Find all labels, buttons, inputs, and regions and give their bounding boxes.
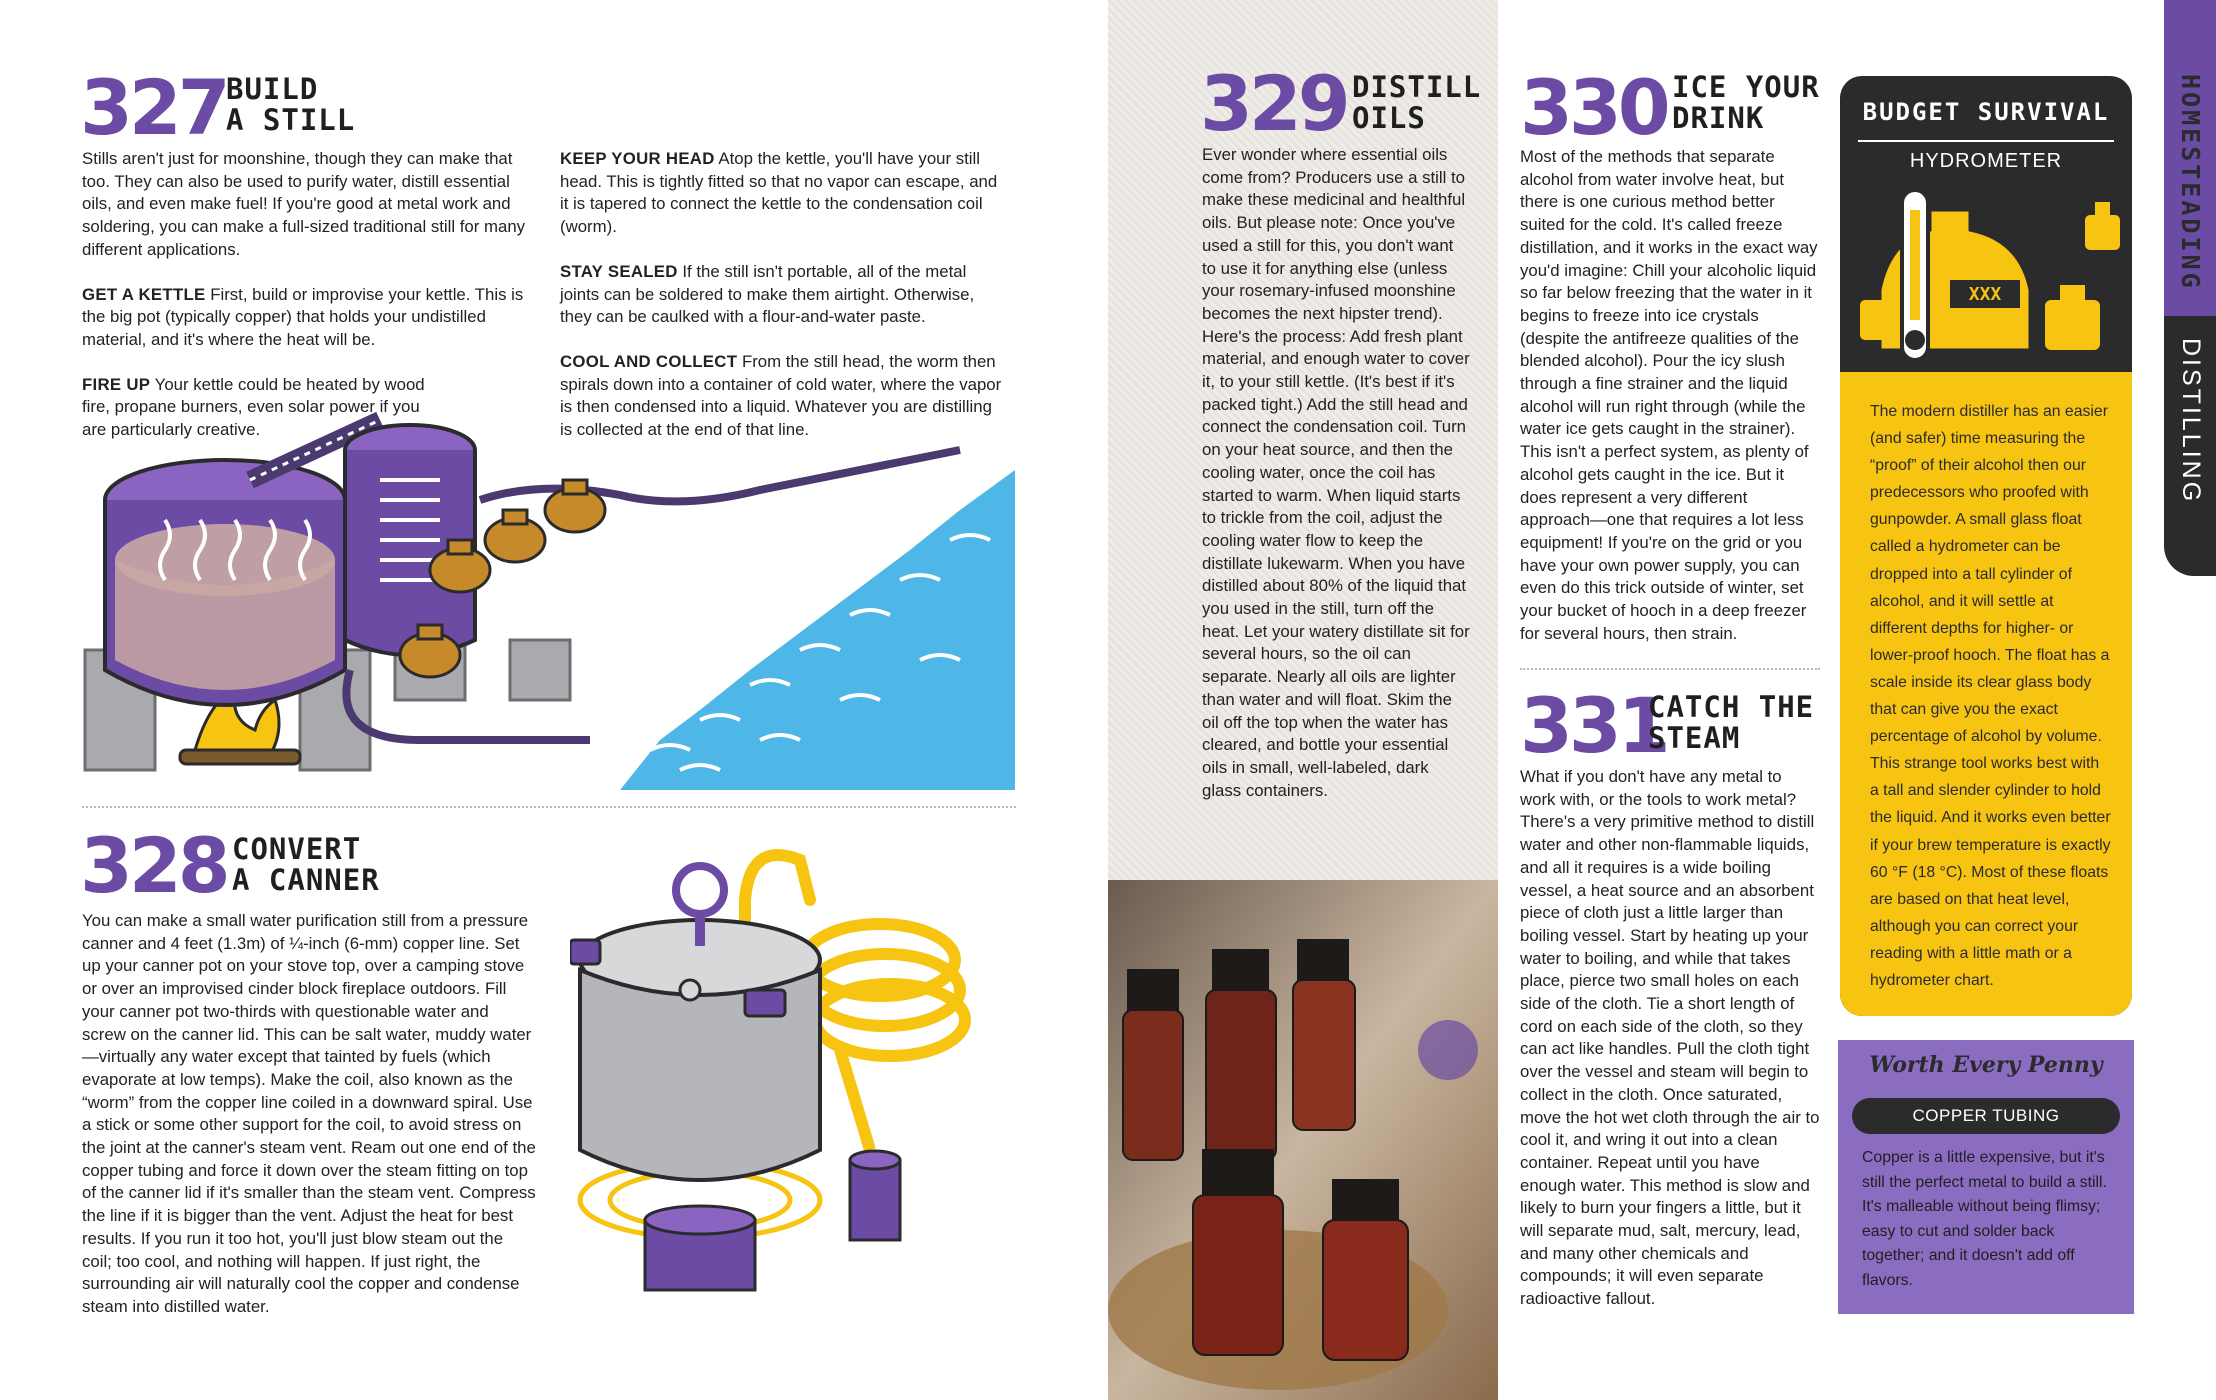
section-331-title-line2: STEAM: [1648, 721, 1741, 755]
section-328-number: 328: [80, 821, 227, 910]
section-331-title-line1: CATCH THE: [1648, 690, 1815, 724]
section-329-title: [1352, 72, 1481, 134]
section-328-title-line1: CONVERT: [232, 832, 362, 866]
sealed-text: If the still isn't portable, all of the metal joints can be soldered to make them airtight. Otherwise, they can be caulked with a flour-and-water paste.: [560, 261, 975, 327]
budget-survival-title: BUDGET SURVIVAL: [1862, 98, 2110, 126]
tab-distilling-label: DISTILLING: [2177, 338, 2205, 505]
tab-homesteading[interactable]: [2164, 0, 2216, 316]
section-329-number: 329: [1200, 59, 1347, 148]
cool-text: From the still head, the worm then spirals down into a container of cold water, where the vapor is then condensed into a liquid. Whatever you are distilling is collected at the end of that line.: [560, 351, 1002, 440]
tab-homesteading-label: HOMESTEADING: [2176, 74, 2205, 291]
canner-illustration: [570, 840, 990, 1300]
hydrometer-icon: [1850, 190, 2122, 370]
budget-survival-text: The modern distiller has an easier (and safer) time measuring the “proof” of their alcohol then our predecessors who proofed with gunpowder. A small glass float called a hydrometer can be dropped into a tall cylinder of alcohol, and it will settle at different depths for higher- or lower-proof hooch. The float has a scale inside its clear glass body that can give you the exact percentage of alcohol by volume. This strange tool works best with a tall and slender cylinder to hold the liquid. And it works even better if your brew temperature is exactly 60 °F (18 °C). Most of these floats are based on that heat level, although you can correct your reading with a little math or a hydrometer chart.: [1870, 403, 2111, 989]
section-329-title-line2: OILS: [1352, 101, 1426, 135]
still-illustration: [60, 410, 1020, 790]
copper-tubing-label: COPPER TUBING: [1912, 1106, 2060, 1125]
section-327-sealed: [560, 261, 1005, 329]
section-329-title-line1: DISTILL: [1352, 70, 1482, 104]
section-328-text: You can make a small water purification still from a pressure canner and 4 feet (1.3m) of ¼-inch (6-mm) copper line. Set up your canner pot on your stove top, over a camping stove or over an improvised cinder block fireplace outdoors. Fill your canner pot two-thirds with questionable water and screw on the canner lid. This can be salt water, muddy water—virtually any water except that tainted by fuels (which evaporate at low temps). Make the coil, also known as the “worm” from the copper line coiled in a downward spiral. Use a stick or some other support for the coil, to avoid stress on the joint at the canner's steam vent. Ream out one end of the copper tubing and force it down over the steam fitting on top of the canner lid if it's smaller than the steam vent. Compress the line if it is bigger than the vent. Adjust the heat for best results. If you run it too hot, you'll just blow steam out the coil; too cool, and nothing will happen. If just right, the surrounding air will naturally cool the copper and condense steam into distilled water.: [82, 911, 536, 1316]
section-327-head: [560, 148, 1005, 239]
section-327-number: 327: [80, 63, 227, 152]
jar-label: XXX: [1968, 284, 2002, 305]
section-328-title: [232, 834, 380, 896]
section-327-intro: Stills aren't just for moonshine, though they can make that too. They can also be used to purify water, distill essential oils, and even make fuel! If you're good at metal work and soldering, you can make a full-sized traditional still for many different applications.: [82, 149, 526, 259]
section-330-divider: [1520, 668, 1820, 670]
kettle-lead: GET A KETTLE: [82, 284, 206, 304]
section-327-title-line1: BUILD: [226, 72, 319, 106]
worth-every-penny-text: Copper is a little expensive, but it's still the perfect metal to build a still. It's malleable without being flimsy; easy to cut and solder back together; and it doesn't add off flavors.: [1862, 1149, 2107, 1289]
essential-oils-photo: [1108, 880, 1498, 1400]
worth-every-penny-title: Worth Every Penny: [1869, 1052, 2103, 1078]
cool-lead: COOL AND COLLECT: [560, 351, 738, 371]
section-330-title-line1: ICE YOUR: [1672, 70, 1820, 104]
head-text: Atop the kettle, you'll have your still head. This is tightly fitted so that no vapor can escape, and it is tapered to connect the kettle to the condensation coil (worm).: [560, 149, 998, 237]
section-331-title: [1648, 692, 1814, 754]
budget-survival-rule: [1858, 140, 2114, 142]
section-328-title-line2: A CANNER: [232, 863, 380, 897]
section-327-title-line2: A STILL: [226, 103, 356, 137]
section-330-title: [1672, 72, 1820, 134]
section-331-text: What if you don't have any metal to work with, or the tools to work metal? There's a very primitive method to distill water and other non-flammable liquids, and all it requires is a wide boiling vessel, a heat source and an absorbent piece of cloth just a little larger than boiling vessel. Start by heating up your water to boiling, and while that takes place, pierce two small holes on each side of the cloth. Tie a short length of cord on each side of the cloth, so they can act like handles. Pull the cloth tight over the vessel and steam will begin to collect in the cloth. Once saturated, move the hot wet cloth through the air to cool it, and wring it out into a clean container. Repeat until you have enough water. This method is slow and likely to burn your fingers a little, but it will separate mud, salt, mercury, lead, and many other chemicals and compounds; it will even separate radioactive fallout.: [1520, 767, 1820, 1309]
kettle-text: First, build or improvise your kettle. This is the big pot (typically copper) that holds your undistilled material, and it's where the heat will be.: [82, 284, 524, 349]
tab-distilling[interactable]: [2164, 316, 2216, 576]
section-330-text: Most of the methods that separate alcohol from water involve heat, but there is one curious method better suited for the cold. It's called freeze distillation, and it works in the exact way you'd imagine: Chill your alcoholic liquid so far below freezing that the water in it begins to freeze into ice crystals (despite the antifreeze qualities of the blended alcohol). Pour the icy slush through a fine strainer and the liquid alcohol will run right through (while the water ice gets caught in the strainer). This isn't a perfect system, as plenty of alcohol gets caught in the ice. But it does represent a very different approach—one that requires a lot less equipment! If you're on the grid or you have your own power supply, you can even do this trick outside of winter, set your bucket of hooch in a deep freezer for several hours, then strain.: [1520, 147, 1818, 643]
section-327-kettle: [82, 284, 537, 352]
head-lead: KEEP YOUR HEAD: [560, 149, 715, 168]
section-331-number: 331: [1520, 681, 1667, 770]
fire-lead: FIRE UP: [82, 374, 151, 394]
section-330-number: 330: [1520, 63, 1667, 152]
fire-text: Your kettle could be heated by wood fire, propane burners, even solar power if you are particularly creative.: [82, 374, 425, 440]
sealed-lead: STAY SEALED: [560, 261, 678, 281]
section-329-text: Ever wonder where essential oils come from? Producers use a still to make these medicinal and healthful oils. But please note: Once you've used a still for this, you don't want to use it for anything else (unless your rosemary-infused moonshine becomes the next hipster trend). Here's the process: Add fresh plant material, and enough water to cover it, to your still kettle. (It's best if it's packed tight.) Add the still head and connect the condensation coil. Turn on your heat source, and then the cooling water, once the coil has started to warm. When liquid starts to trickle from the coil, adjust the cooling water flow to keep the distillate lukewarm. When you have distilled about 80% of the liquid that you used in the still, turn off the heat. Let your watery distillate sit for several hours, so the oil can separate. Nearly all oils are lighter than water and will float. Skim the oil off the top when the water has cleared, and bottle your essential oils in small, well-labeled, dark glass containers.: [1202, 145, 1470, 800]
section-327-title: [226, 74, 355, 136]
section-divider: [82, 806, 1016, 808]
section-330-title-line2: DRINK: [1672, 101, 1765, 135]
budget-survival-subtitle: HYDROMETER: [1909, 150, 2063, 172]
